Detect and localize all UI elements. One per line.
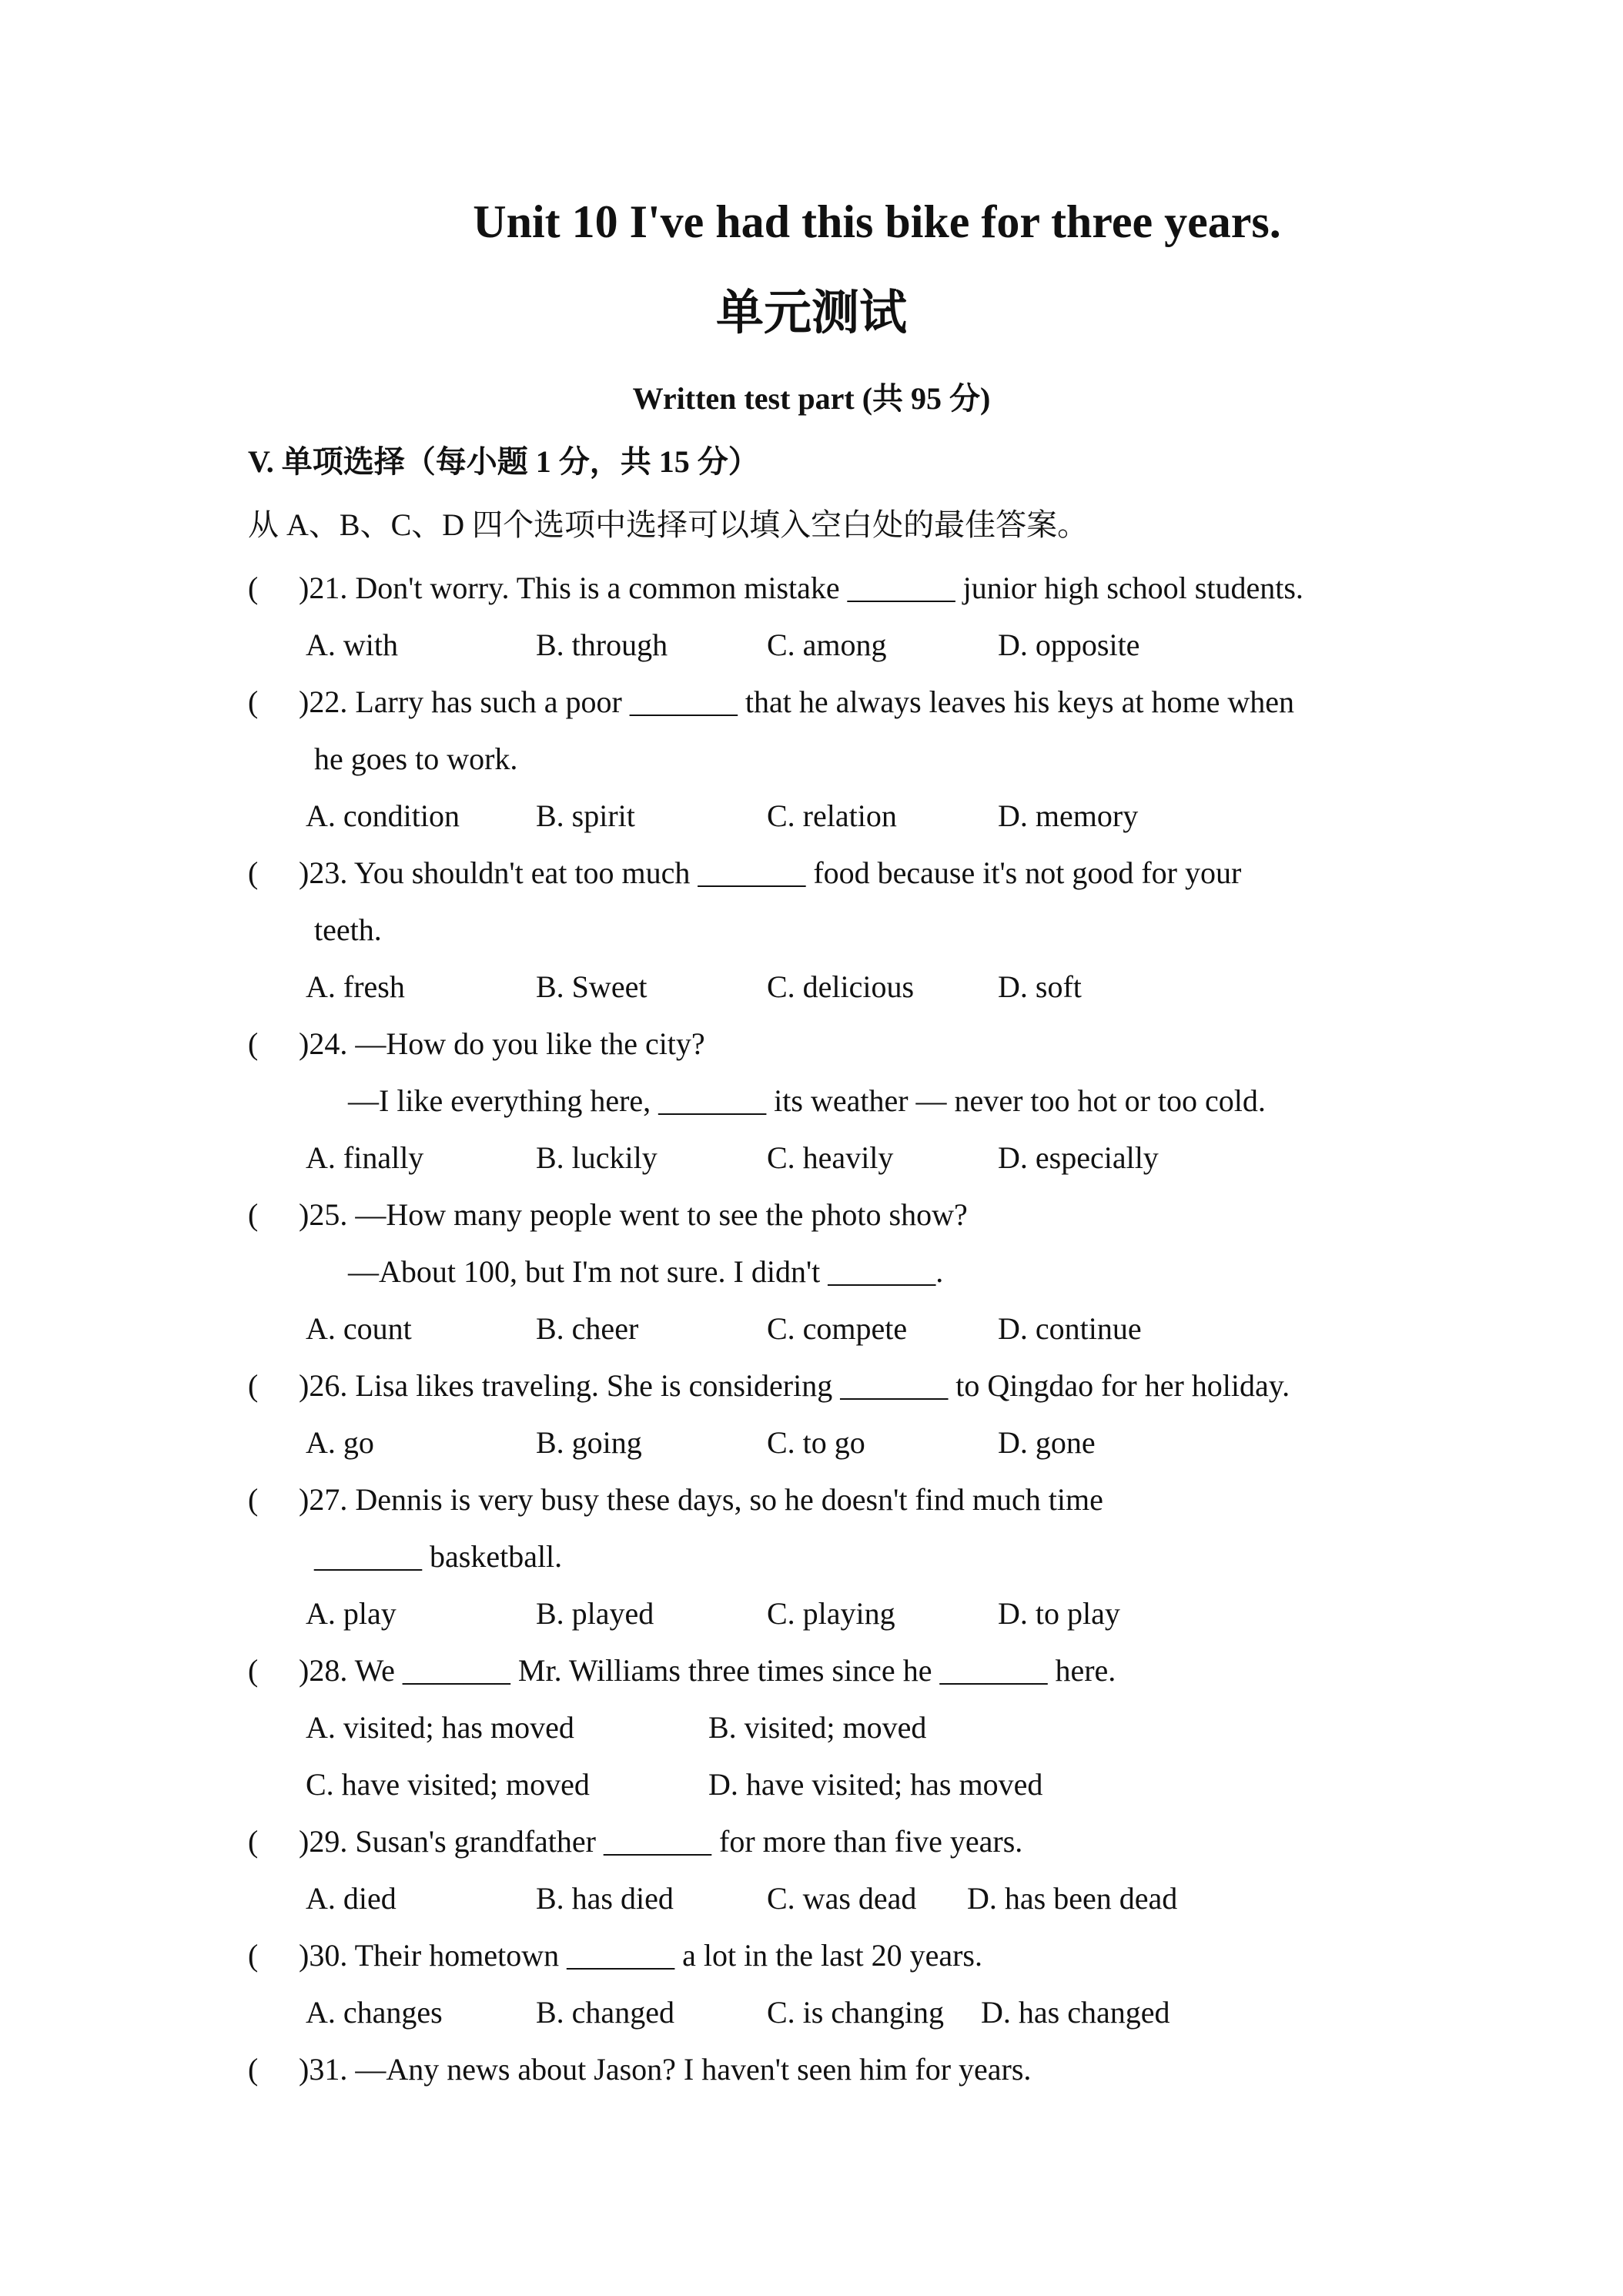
- option-d: D. especially: [998, 1140, 1159, 1175]
- option-c: C. heavily: [767, 1140, 894, 1175]
- option-d: D. to play: [998, 1596, 1120, 1631]
- option-a: A. changes: [306, 1995, 443, 2030]
- unit-title: Unit 10 I've had this bike for three years.: [473, 196, 1281, 247]
- option-b: B. visited; moved: [708, 1710, 927, 1745]
- option-b: B. Sweet: [536, 969, 648, 1004]
- section-heading: V. 单项选择（每小题 1 分，共 15 分）: [248, 444, 759, 479]
- option-d: D. memory: [998, 798, 1139, 833]
- option-d: D. continue: [998, 1311, 1142, 1346]
- answer-paren: (: [248, 1197, 259, 1232]
- question-text: )27. Dennis is very busy these days, so he doesn't find much time: [299, 1482, 1103, 1517]
- question-text: )25. —How many people went to see the photo show?: [299, 1197, 968, 1232]
- question-text-continued: _______ basketball.: [314, 1539, 563, 1574]
- option-c: C. have visited; moved: [306, 1767, 590, 1802]
- option-b: B. luckily: [536, 1140, 658, 1175]
- question-text: )24. —How do you like the city?: [299, 1026, 705, 1061]
- question-text: )26. Lisa likes traveling. She is considering _______ to Qingdao for her holiday.: [299, 1368, 1290, 1403]
- option-c: C. playing: [767, 1596, 895, 1631]
- answer-paren: (: [248, 855, 259, 890]
- question-text-continued: he goes to work.: [314, 741, 518, 776]
- option-c: C. among: [767, 628, 887, 662]
- question-text: )28. We _______ Mr. Williams three times since he _______ here.: [299, 1653, 1116, 1688]
- option-a: A. play: [306, 1596, 397, 1631]
- option-d: D. gone: [998, 1425, 1096, 1460]
- answer-paren: (: [248, 1482, 259, 1517]
- option-a: A. died: [306, 1881, 397, 1916]
- dialogue-reply: —I like everything here, _______ its weather — never too hot or too cold.: [348, 1083, 1266, 1118]
- part-heading: Written test part (共 95 分): [632, 381, 991, 416]
- option-c: C. was dead: [767, 1881, 917, 1916]
- option-a: A. go: [306, 1425, 374, 1460]
- option-a: A. condition: [306, 798, 460, 833]
- question-text: )30. Their hometown _______ a lot in the last 20 years.: [299, 1938, 982, 1973]
- answer-paren: (: [248, 2052, 259, 2087]
- answer-paren: (: [248, 1368, 259, 1403]
- option-a: A. count: [306, 1311, 412, 1346]
- option-a: A. with: [306, 628, 398, 662]
- answer-paren: (: [248, 1824, 259, 1859]
- option-d: D. have visited; has moved: [708, 1767, 1043, 1802]
- question-text: )22. Larry has such a poor _______ that he always leaves his keys at home when: [299, 684, 1294, 719]
- option-b: B. has died: [536, 1881, 674, 1916]
- option-c: C. delicious: [767, 969, 915, 1004]
- option-b: B. changed: [536, 1995, 674, 2030]
- answer-paren: (: [248, 571, 259, 605]
- option-a: A. visited; has moved: [306, 1710, 574, 1745]
- section-instruction: 从 A、B、C、D 四个选项中选择可以填入空白处的最佳答案。: [248, 507, 1089, 542]
- option-c: C. relation: [767, 798, 897, 833]
- option-d: D. soft: [998, 969, 1082, 1004]
- question-text-continued: teeth.: [314, 912, 382, 947]
- option-d: D. opposite: [998, 628, 1140, 662]
- answer-paren: (: [248, 1026, 259, 1061]
- option-a: A. fresh: [306, 969, 405, 1004]
- option-b: B. going: [536, 1425, 642, 1460]
- option-c: C. to go: [767, 1425, 865, 1460]
- question-text: )21. Don't worry. This is a common mistake _______ junior high school students.: [299, 571, 1303, 605]
- dialogue-reply: —About 100, but I'm not sure. I didn't _______.: [348, 1254, 944, 1289]
- option-b: B. cheer: [536, 1311, 639, 1346]
- unit-test-title: 单元测试: [715, 284, 907, 340]
- option-c: C. is changing: [767, 1995, 944, 2030]
- question-text: )31. —Any news about Jason? I haven't seen him for years.: [299, 2052, 1032, 2087]
- option-a: A. finally: [306, 1140, 424, 1175]
- option-c: C. compete: [767, 1311, 908, 1346]
- option-b: B. played: [536, 1596, 654, 1631]
- answer-paren: (: [248, 1653, 259, 1688]
- option-b: B. through: [536, 628, 668, 662]
- question-text: )23. You shouldn't eat too much _______ food because it's not good for your: [299, 855, 1242, 890]
- option-d: D. has changed: [981, 1995, 1170, 2030]
- option-b: B. spirit: [536, 798, 635, 833]
- option-d: D. has been dead: [967, 1881, 1178, 1916]
- answer-paren: (: [248, 1938, 259, 1973]
- question-text: )29. Susan's grandfather _______ for more than five years.: [299, 1824, 1023, 1859]
- answer-paren: (: [248, 684, 259, 719]
